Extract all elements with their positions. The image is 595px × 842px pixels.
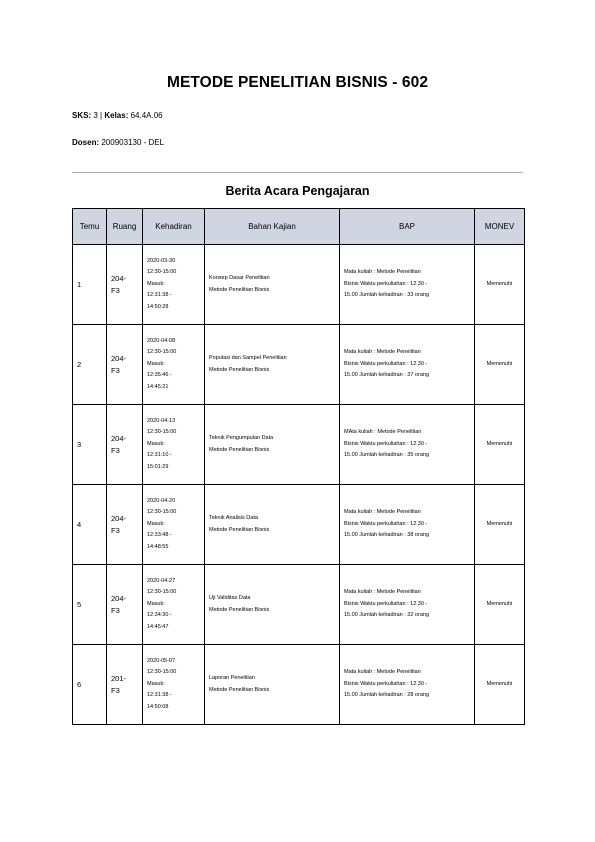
ruang-line: 204- bbox=[111, 434, 127, 443]
kehadiran-line: 2020-04-27 bbox=[147, 577, 176, 584]
cell-monev: Memenuhi bbox=[475, 325, 525, 405]
cell-kehadiran bbox=[143, 565, 205, 645]
kehadiran-line: Masuk: bbox=[147, 600, 165, 607]
cell-monev: Memenuhi bbox=[475, 645, 525, 725]
cell-ruang bbox=[107, 645, 143, 725]
ruang-line: F3 bbox=[111, 285, 120, 295]
bap-line: Bisnis Waktu perkuliahan : 12.30 - bbox=[344, 600, 428, 607]
cell-monev: Memenuhi bbox=[475, 485, 525, 565]
cell-kehadiran bbox=[143, 325, 205, 405]
bap-line: MAta kuliah : Metode Penelitian bbox=[344, 429, 422, 436]
kehadiran-line: 14:50:08 bbox=[147, 703, 169, 710]
cell-bap bbox=[340, 245, 475, 325]
cell-monev: Memenuhi bbox=[475, 565, 525, 645]
kehadiran-line: 12:30-15:00 bbox=[147, 429, 177, 436]
cell-kehadiran bbox=[143, 405, 205, 485]
bap-line: Bisnis Waktu perkuliahan : 12.30 - bbox=[344, 680, 428, 687]
bahan-line: Uji Validitas Data bbox=[209, 595, 251, 601]
kehadiran-line: 14:48:55 bbox=[147, 543, 169, 550]
bap-line: Mata kuliah : Metode Penelitian bbox=[344, 349, 421, 356]
table-row bbox=[73, 565, 525, 645]
header-temu: Temu bbox=[73, 209, 107, 245]
kehadiran-line: 12:31:38 - bbox=[147, 292, 172, 299]
kelas-label: Kelas: bbox=[104, 111, 129, 120]
bap-line: 15.00 Jumlah kehadiran : 32 orang bbox=[344, 612, 430, 619]
cell-bahan-kajian bbox=[205, 325, 340, 405]
header-ruang: Ruang bbox=[107, 209, 143, 245]
kehadiran-line: 12:35:46 - bbox=[147, 372, 172, 379]
cell-temu: 6 bbox=[73, 645, 107, 725]
kehadiran-line: 14:45:47 bbox=[147, 623, 169, 630]
header-monev: MONEV bbox=[475, 209, 525, 245]
cell-bahan-kajian bbox=[205, 645, 340, 725]
ruang-line: F3 bbox=[111, 605, 120, 615]
kehadiran-line: 15:01:29 bbox=[147, 463, 169, 470]
bahan-line: Laporan Penelitian bbox=[209, 675, 255, 681]
cell-temu: 5 bbox=[73, 565, 107, 645]
kehadiran-line: 2020-05-07 bbox=[147, 657, 176, 664]
bap-line: Mata kuliah : Metode Penelitian bbox=[344, 269, 421, 276]
course-meta bbox=[72, 111, 163, 120]
teaching-record-table bbox=[72, 208, 525, 725]
bap-line: 15.00 Jumlah kehadiran : 38 orang bbox=[344, 532, 430, 539]
bap-line: 15.00 Jumlah kehadiran : 28 orang bbox=[344, 692, 430, 699]
bap-line: Mata kuliah : Metode Penelitian bbox=[344, 589, 421, 596]
kehadiran-line: 14:45:21 bbox=[147, 383, 169, 390]
ruang-line: 204- bbox=[111, 594, 127, 603]
bahan-line: Metode Penelitian Bisnis bbox=[209, 286, 270, 293]
cell-bap bbox=[340, 485, 475, 565]
cell-kehadiran bbox=[143, 485, 205, 565]
sks-value: 3 | bbox=[93, 111, 105, 120]
ruang-line: 204- bbox=[111, 354, 127, 363]
table-row bbox=[73, 485, 525, 565]
cell-bahan-kajian bbox=[205, 565, 340, 645]
bap-line: 15.00 Jumlah kehadiran : 35 orang bbox=[344, 452, 430, 459]
cell-temu: 1 bbox=[73, 245, 107, 325]
divider bbox=[72, 172, 523, 173]
kehadiran-line: 2020-04-08 bbox=[147, 337, 176, 344]
header-bahan-kajian: Bahan Kajian bbox=[205, 209, 340, 245]
table-body bbox=[73, 245, 525, 725]
cell-ruang bbox=[107, 485, 143, 565]
table-row bbox=[73, 325, 525, 405]
bahan-line: Teknik Analisis Data bbox=[209, 515, 258, 521]
bap-line: 15.00 Jumlah kehadiran : 33 orang bbox=[344, 292, 430, 299]
sks-label: SKS: bbox=[72, 111, 92, 120]
bap-line: Bisnis Waktu perkuliahan : 12.30 - bbox=[344, 440, 428, 447]
bahan-line: Metode Penelitian Bisnis bbox=[209, 686, 270, 693]
table-row bbox=[73, 405, 525, 485]
kehadiran-line: 2020-04-13 bbox=[147, 417, 176, 424]
kehadiran-line: Masuk: bbox=[147, 360, 165, 367]
bahan-line: Teknik Pengumpulan Data bbox=[209, 435, 274, 441]
kehadiran-line: 12:30-15:00 bbox=[147, 349, 177, 356]
kehadiran-line: 12:31:10 - bbox=[147, 452, 172, 459]
kelas-value: 64.4A.06 bbox=[130, 111, 163, 120]
kehadiran-line: 12:30-15:00 bbox=[147, 509, 177, 516]
cell-bahan-kajian bbox=[205, 405, 340, 485]
cell-kehadiran bbox=[143, 245, 205, 325]
cell-temu: 3 bbox=[73, 405, 107, 485]
bahan-line: Metode Penelitian Bisnis bbox=[209, 366, 270, 373]
ruang-line: 204- bbox=[111, 514, 127, 523]
cell-bap bbox=[340, 645, 475, 725]
bap-line: Bisnis Waktu perkuliahan : 12.30 - bbox=[344, 280, 428, 287]
cell-ruang bbox=[107, 565, 143, 645]
bap-line: Bisnis Waktu perkuliahan : 12.30 - bbox=[344, 520, 428, 527]
page-title: METODE PENELITIAN BISNIS - 602 bbox=[166, 74, 429, 91]
kehadiran-line: 12:30-15:00 bbox=[147, 589, 177, 596]
bap-line: Mata kuliah : Metode Penelitian bbox=[344, 669, 421, 676]
table-header-row bbox=[73, 209, 525, 245]
ruang-line: F3 bbox=[111, 365, 120, 375]
kehadiran-line: 12:30-15:00 bbox=[147, 669, 177, 676]
dosen-value: 200903130 - DEL bbox=[101, 138, 165, 147]
bahan-line: Metode Penelitian Bisnis bbox=[209, 606, 270, 613]
header-kehadiran: Kehadiran bbox=[143, 209, 205, 245]
table-row bbox=[73, 645, 525, 725]
kehadiran-line: Masuk: bbox=[147, 280, 165, 287]
ruang-line: 204- bbox=[111, 274, 127, 283]
cell-bap bbox=[340, 565, 475, 645]
cell-temu: 2 bbox=[73, 325, 107, 405]
cell-monev: Memenuhi bbox=[475, 245, 525, 325]
bap-line: Bisnis Waktu perkuliahan : 12.30 - bbox=[344, 360, 428, 367]
dosen-label: Dosen: bbox=[72, 138, 100, 147]
bahan-line: Metode Penelitian Bisnis bbox=[209, 446, 270, 453]
bap-line: Mata kuliah : Metode Penelitian bbox=[344, 509, 421, 516]
kehadiran-line: 14:50:28 bbox=[147, 303, 169, 310]
cell-bap bbox=[340, 405, 475, 485]
kehadiran-line: 12:30-15:00 bbox=[147, 269, 177, 276]
bahan-line: Populasi dan Sampel Penelitian bbox=[209, 355, 287, 361]
cell-monev: Memenuhi bbox=[475, 405, 525, 485]
kehadiran-line: 12:34:30 - bbox=[147, 612, 172, 619]
cell-ruang bbox=[107, 405, 143, 485]
kehadiran-line: Masuk: bbox=[147, 440, 165, 447]
header-bap: BAP bbox=[340, 209, 475, 245]
kehadiran-line: Masuk: bbox=[147, 520, 165, 527]
kehadiran-line: Masuk: bbox=[147, 680, 165, 687]
kehadiran-line: 2020-03-30 bbox=[147, 257, 176, 264]
bahan-line: Metode Penelitian Bisnis bbox=[209, 526, 270, 533]
ruang-line: 201- bbox=[111, 674, 127, 683]
kehadiran-line: 2020-04-20 bbox=[147, 497, 176, 504]
section-title: Berita Acara Pengajaran bbox=[225, 184, 370, 198]
cell-bahan-kajian bbox=[205, 245, 340, 325]
cell-bahan-kajian bbox=[205, 485, 340, 565]
kehadiran-line: 12:31:38 - bbox=[147, 692, 172, 699]
ruang-line: F3 bbox=[111, 445, 120, 455]
ruang-line: F3 bbox=[111, 525, 120, 535]
cell-bap bbox=[340, 325, 475, 405]
bap-line: 15.00 Jumlah kehadiran : 37 orang bbox=[344, 372, 430, 379]
cell-ruang bbox=[107, 325, 143, 405]
kehadiran-line: 12:33:48 - bbox=[147, 532, 172, 539]
bahan-line: Konsep Dasar Penelitian bbox=[209, 275, 270, 281]
cell-ruang bbox=[107, 245, 143, 325]
table-row bbox=[73, 245, 525, 325]
ruang-line: F3 bbox=[111, 685, 120, 695]
cell-temu: 4 bbox=[73, 485, 107, 565]
cell-kehadiran bbox=[143, 645, 205, 725]
lecturer-meta bbox=[72, 138, 164, 147]
